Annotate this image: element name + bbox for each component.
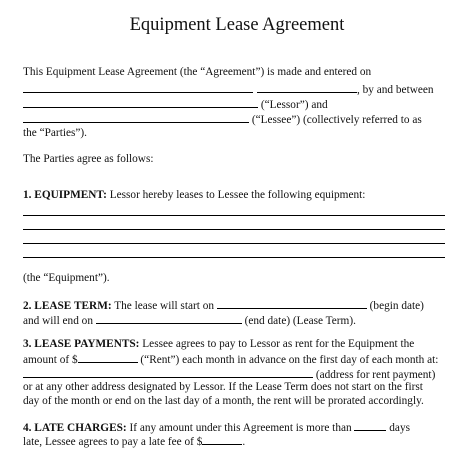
lessee-name-blank[interactable] <box>23 112 249 123</box>
section-2-heading: 2. LEASE TERM: <box>23 300 112 312</box>
lessor-name-blank[interactable] <box>23 97 258 108</box>
parties-text: the “Parties”). <box>23 127 87 139</box>
equipment-line-4[interactable] <box>23 257 445 258</box>
section-4-line-2: late, Lessee agrees to pay a late fee of $ . <box>23 436 246 448</box>
lessor-label: (“Lessor”) and <box>260 99 328 111</box>
equipment-line-1[interactable] <box>23 215 445 216</box>
end-date-blank[interactable] <box>96 313 242 324</box>
rent-amount-blank[interactable] <box>78 352 138 363</box>
section-1-heading: 1. EQUIPMENT: <box>23 189 107 201</box>
late-days-blank[interactable] <box>354 420 386 431</box>
section-3-line-1: 3. LEASE PAYMENTS: Lessee agrees to pay to Lessor as rent for the Equipment the <box>23 338 415 350</box>
section-3-heading: 3. LEASE PAYMENTS: <box>23 338 140 350</box>
document-title: Equipment Lease Agreement <box>129 15 345 35</box>
year-blank[interactable] <box>257 82 357 93</box>
intro-line-1: This Equipment Lease Agreement (the “Agreement”) is made and entered on <box>23 66 372 78</box>
lessee-label: (“Lessee”) (collectively referred to as <box>251 114 422 126</box>
rent-address-blank[interactable] <box>23 367 313 378</box>
intro-line-3 <box>23 97 328 112</box>
begin-date-blank[interactable] <box>217 298 367 309</box>
equipment-line-2[interactable] <box>23 229 445 230</box>
section-3-line-4: or at any other address designated by Lessor. If the Lease Term does not start on the first <box>23 381 423 393</box>
section-2-line-2: and will end on (end date) (Lease Term). <box>23 315 356 327</box>
equipment-tail: (the “Equipment”). <box>23 272 110 284</box>
section-1: 1. EQUIPMENT: Lessor hereby leases to Lessee the following equipment: <box>23 189 366 201</box>
late-fee-blank[interactable] <box>202 434 242 445</box>
section-3-line-3: (address for rent payment) <box>23 367 435 382</box>
equipment-line-3[interactable] <box>23 243 445 244</box>
intro-line-2: , by and between <box>23 82 434 97</box>
intro-line-4 <box>23 112 422 127</box>
section-3-line-5: day of the month or end on the last day of a month, the rent will be prorated accordingly. <box>23 395 424 407</box>
section-4-heading: 4. LATE CHARGES: <box>23 422 127 434</box>
section-4-line-1: 4. LATE CHARGES: If any amount under this Agreement is more than days <box>23 422 410 434</box>
agree-text: The Parties agree as follows: <box>23 153 154 165</box>
section-3-line-2: amount of $ (“Rent”) each month in advance on the first day of each month at: <box>23 354 439 366</box>
section-2-line-1: 2. LEASE TERM: The lease will start on (begin date) <box>23 300 424 312</box>
date-blank[interactable] <box>23 82 253 93</box>
